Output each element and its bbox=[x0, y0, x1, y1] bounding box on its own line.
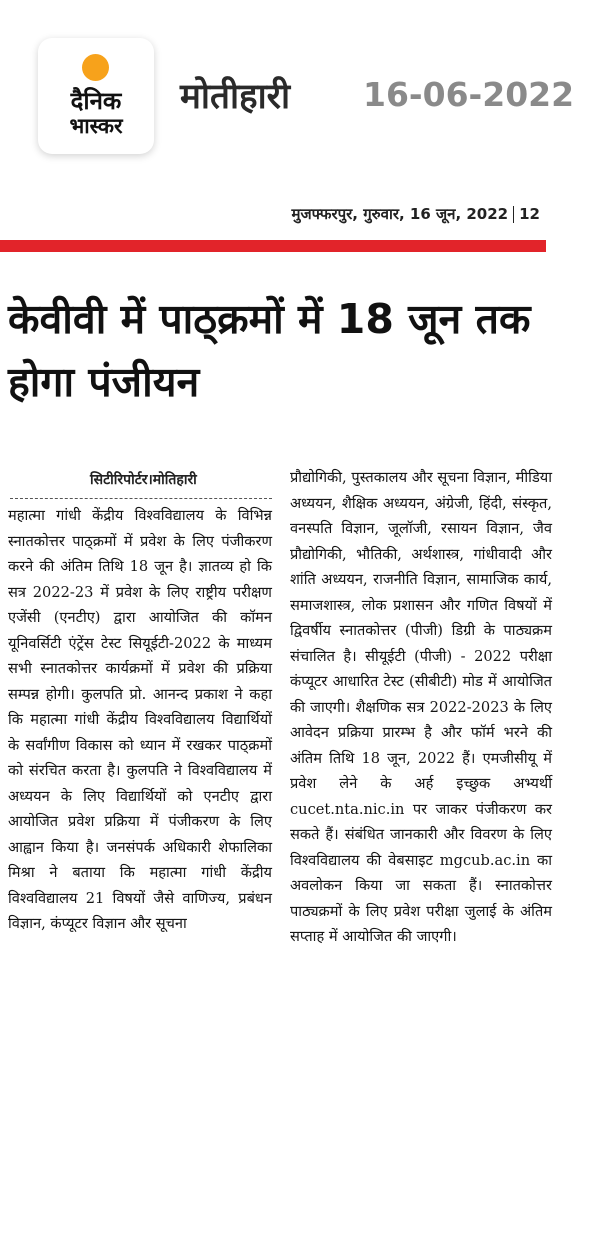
article-column-right bbox=[290, 465, 552, 950]
byline-divider bbox=[10, 498, 272, 499]
article-body-right: प्रौद्योगिकी, पुस्तकालय और सूचना विज्ञान, मीडिया अध्ययन, शैक्षिक अध्ययन, अंग्रेजी, हिंदी, संस्कृत, वनस्पति विज्ञान, जूलॉजी, रसायन विज्ञान, जैव प्रौद्योगिकी, भौतिकी, अर्थशास्त्र, गांधीवादी और शांति अध्ययन, राजनीति विज्ञान, सामाजिक कार्य, समाजशास्त्र, लोक प्रशासन और गणित विषयों में द्विवर्षीय स्नातकोत्तर (पीजी) डिग्री के पाठ्यक्रम संचालित है। सीयूईटी (पीजी) - 2022 परीक्षा कंप्यूटर आधारित टेस्ट (सीबीटी) मोड में आयोजित की जाएगी। शैक्षणिक सत्र 2022-2023 के लिए आवेदन प्रक्रिया प्रारम्भ है और फॉर्म भरने की अंतिम तिथि 18 जून, 2022 हैं। एमजीसीयू में प्रवेश लेने के अर्ह इच्छुक अभ्यर्थी cucet.nta.nic.in पर जाकर पंजीकरण कर सकते हैं। संबंधित जानकारी और विवरण के लिए विश्वविद्यालय की वेबसाइट mgcub.ac.in का अवलोकन किया जा सकता हैं। स्नातकोत्तर पाठ्यक्रमों के लिए प्रवेश परीक्षा जुलाई के अंतिम सप्ताह में आयोजित की जाएगी। bbox=[290, 469, 552, 945]
edition-date: 16-06-2022 bbox=[363, 75, 575, 114]
logo-text-line1: दैनिक bbox=[70, 87, 122, 115]
article-byline: सिटीरिपोर्टर।मोतिहारी bbox=[90, 472, 197, 488]
logo-text-line2: भास्कर bbox=[69, 114, 123, 138]
article-column-left bbox=[8, 503, 272, 937]
top-header bbox=[0, 0, 605, 180]
sun-icon bbox=[82, 54, 109, 81]
article-body-left: महात्मा गांधी केंद्रीय विश्वविद्यालय के विभिन्न स्नातकोत्तर पाठ्क्रमों में प्रवेश के लिए पंजीकरण करने की अंतिम तिथि 18 जून है। ज्ञातव्य हो कि सत्र 2022-23 में प्रवेश के लिए राष्ट्रीय परीक्षण एजेंसी (एनटीए) द्वारा आयोजित की कॉमन यूनिवर्सिटी एंट्रेंस टेस्ट सियूईटी-2022 के माध्यम सभी स्नातकोत्तर कार्यक्रमों में प्रवेश की प्रक्रिया सम्पन्न होगी। कुलपति प्रो. आनन्द प्रकाश ने कहा कि महात्मा गांधी केंद्रीय विश्वविद्यालय विद्यार्थियों के सर्वांगीण विकास को ध्यान में रखकर पाठ्क्रमों को संरचित करता है। कुलपति ने विश्वविद्यालय में अध्ययन के लिए विद्यार्थियों को एनटीए द्वारा आयोजित प्रवेश प्रक्रिया में पंजीकरण के लिए आह्वान किया है। जनसंपर्क अधिकारी शेफालिका मिश्रा ने बताया कि महात्मा गांधी केंद्रीय विश्वविद्यालय 21 विषयों जैसे वाणिज्य, प्रबंधन विज्ञान, कंप्यूटर विज्ञान और सूचना bbox=[8, 507, 272, 932]
red-rule bbox=[0, 240, 546, 252]
dateline-separator bbox=[513, 206, 514, 223]
page-dateline bbox=[292, 204, 540, 224]
article-headline: केवीवी में पाठ्क्रमों में 18 जून तक होगा पंजीयन bbox=[8, 295, 531, 406]
page-number: 12 bbox=[519, 205, 540, 223]
city-name: मोतीहारी bbox=[180, 77, 291, 117]
dateline-text: मुजफ्फरपुर, गुरुवार, 16 जून, 2022 bbox=[291, 205, 509, 223]
dainik-bhaskar-logo bbox=[38, 38, 154, 154]
